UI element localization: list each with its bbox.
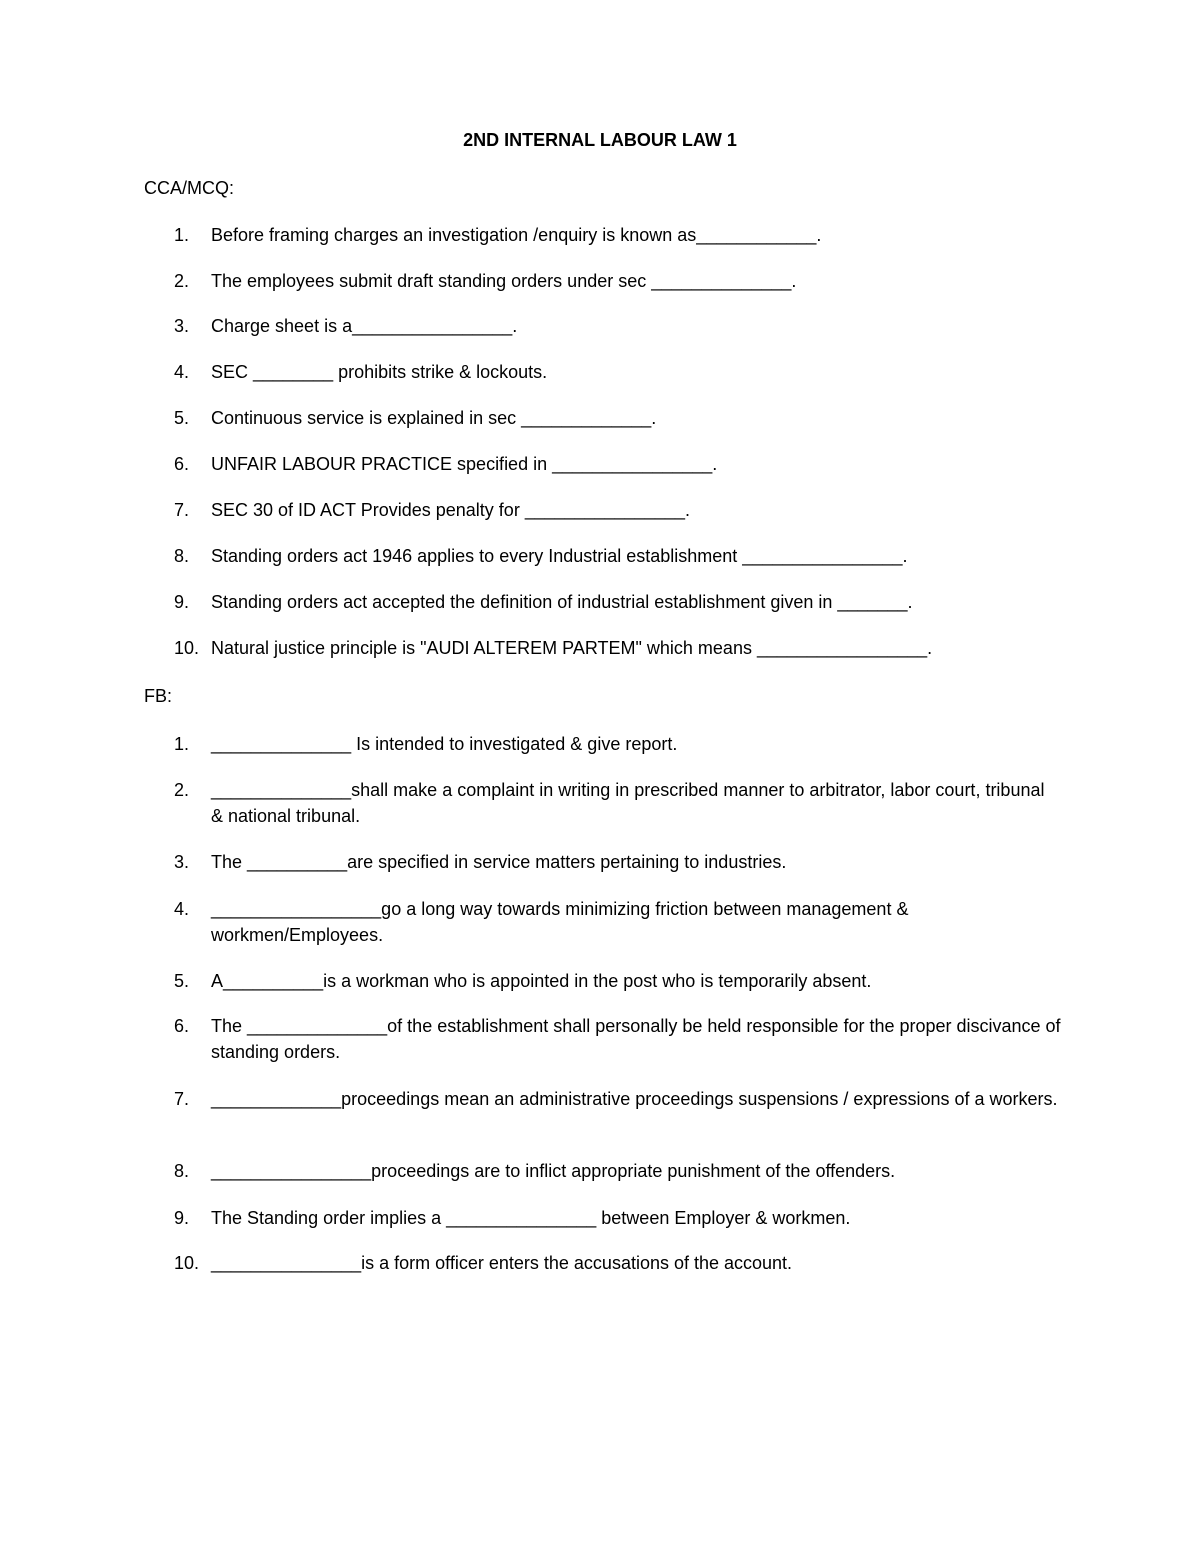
question-text: Natural justice principle is "AUDI ALTEREM PARTEM" which means _________________. — [211, 638, 933, 658]
question-number: 9. — [174, 592, 190, 612]
question-number: 1. — [174, 225, 190, 245]
question-number: 10. — [174, 1253, 200, 1273]
question-text: Charge sheet is a________________. — [211, 316, 518, 336]
question-number: 8. — [174, 1161, 190, 1181]
question-number: 8. — [174, 546, 190, 566]
mcq-section-label: CCA/MCQ: — [144, 178, 234, 198]
question-text: SEC ________ prohibits strike & lockouts. — [211, 362, 548, 382]
question-number: 5. — [174, 408, 190, 428]
question-number: 2. — [174, 271, 190, 291]
question-number: 5. — [174, 971, 190, 991]
question-number: 7. — [174, 1089, 190, 1109]
question-number: 9. — [174, 1208, 190, 1228]
document-title: 2ND INTERNAL LABOUR LAW 1 — [463, 130, 737, 150]
question-number: 1. — [174, 734, 190, 754]
question-text: SEC 30 of ID ACT Provides penalty for ________________. — [211, 500, 690, 520]
question-number: 10. — [174, 638, 200, 658]
question-text: A__________is a workman who is appointed in the post who is temporarily absent. — [211, 971, 872, 991]
question-number: 3. — [174, 852, 190, 872]
question-text: ________________proceedings are to inflict appropriate punishment of the offenders. — [211, 1161, 896, 1181]
question-text: Continuous service is explained in sec _____________. — [211, 408, 657, 428]
question-text: UNFAIR LABOUR PRACTICE specified in ________________. — [211, 454, 718, 474]
question-text: Before framing charges an investigation /enquiry is known as____________. — [211, 225, 822, 245]
question-text: The employees submit draft standing orders under sec ______________. — [211, 271, 797, 291]
question-text: Standing orders act accepted the definition of industrial establishment given in _______. — [211, 592, 913, 612]
question-number: 6. — [174, 1016, 190, 1036]
question-text: Standing orders act 1946 applies to every Industrial establishment ________________. — [211, 546, 908, 566]
question-number: 4. — [174, 899, 190, 919]
question-text: _____________proceedings mean an administrative proceedings suspensions / expressions of a workers. — [211, 1089, 1058, 1109]
question-text: The Standing order implies a _______________ between Employer & workmen. — [211, 1208, 851, 1228]
question-text: The ______________of the establishment shall personally be held responsible for the proper discivance of standing orders. — [211, 1016, 1061, 1062]
question-number: 6. — [174, 454, 190, 474]
question-text: _________________go a long way towards minimizing friction between management & workmen/Employees. — [211, 899, 909, 945]
question-text: The __________are specified in service matters pertaining to industries. — [211, 852, 787, 872]
question-number: 3. — [174, 316, 190, 336]
question-number: 4. — [174, 362, 190, 382]
question-number: 2. — [174, 780, 190, 800]
question-number: 7. — [174, 500, 190, 520]
question-text: ______________ Is intended to investigated & give report. — [211, 734, 678, 754]
question-text: _______________is a form officer enters the accusations of the account. — [211, 1253, 793, 1273]
question-text: ______________shall make a complaint in writing in prescribed manner to arbitrator, labor court, tribunal & national tribunal. — [211, 780, 1045, 826]
fb-section-label: FB: — [144, 686, 173, 706]
